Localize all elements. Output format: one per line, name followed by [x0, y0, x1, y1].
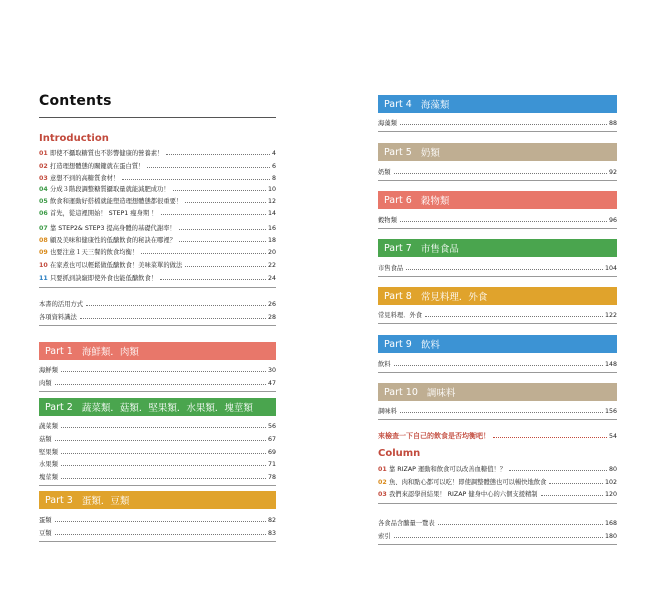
leader-dots: [141, 253, 266, 254]
entry-title: 靠 RIZAP 運動和飲食可以改善血糖值！？: [389, 466, 507, 473]
contents-title: Contents: [39, 93, 112, 109]
entry-title: 肉類: [39, 380, 52, 387]
part-title: 蔬菜類．菇類．堅果類．水果類．塊莖類: [81, 403, 253, 414]
entry-title: 豆類: [39, 530, 52, 537]
part-label: Part 3: [45, 494, 73, 506]
entry-number: 01: [39, 150, 48, 157]
part-title: 常見料理．外食: [420, 292, 488, 303]
entry-title: 靠 STEP2& STEP3 提高身體的基礎代謝率！: [50, 225, 176, 232]
toc-entry[interactable]: [39, 275, 276, 283]
section-divider: [378, 131, 617, 132]
part-label: Part 7: [384, 242, 412, 254]
entry-title: 海藻類: [378, 120, 397, 127]
entry-number: 05: [39, 198, 48, 205]
leader-dots: [394, 173, 607, 174]
section-divider: [39, 287, 276, 288]
entry-title: 飲食和運動好搭檔就能塑造理想體態都很重要！: [50, 198, 183, 205]
part-header-p7[interactable]: [378, 239, 617, 257]
part-label: Part 10: [384, 386, 418, 398]
toc-entry[interactable]: [39, 198, 276, 206]
entry-number: 11: [39, 275, 48, 282]
entry-number: 06: [39, 210, 48, 217]
leader-dots: [161, 214, 266, 215]
part-header-p4[interactable]: [378, 95, 617, 113]
entry-title: 分成３階段調整糖質攝取量就能減肥成功！: [50, 186, 170, 193]
leader-dots: [549, 483, 603, 484]
section-divider: [378, 180, 617, 181]
entry-page: 14: [267, 210, 276, 217]
toc-entry[interactable]: [39, 380, 276, 388]
toc-entry[interactable]: [39, 175, 276, 183]
toc-entry[interactable]: [39, 314, 276, 322]
part-label: Part 8: [384, 290, 412, 302]
entry-title: 蛋類: [39, 517, 52, 524]
entry-title: 塊莖類: [39, 474, 58, 481]
entry-number: 09: [39, 249, 48, 256]
toc-entry[interactable]: [378, 408, 617, 416]
part-header-p8[interactable]: [378, 287, 617, 305]
entry-page: 80: [608, 466, 617, 473]
leader-dots: [160, 279, 266, 280]
leader-dots: [400, 221, 607, 222]
entry-title: 本書的活用方式: [39, 301, 84, 308]
toc-entry[interactable]: [39, 225, 276, 233]
entry-page: 16: [267, 225, 276, 232]
entry-page: 18: [267, 237, 276, 244]
section-divider: [39, 391, 276, 392]
toc-entry[interactable]: [378, 479, 617, 487]
toc-entry[interactable]: [39, 461, 276, 469]
part-label: Part 4: [384, 98, 412, 110]
part-header-p1[interactable]: [39, 342, 276, 360]
toc-entry[interactable]: [378, 217, 617, 225]
entry-page: 47: [267, 380, 276, 387]
entry-number: 02: [39, 163, 48, 170]
part-header-p6[interactable]: [378, 191, 617, 209]
part-title: 蛋類．豆類: [81, 496, 130, 507]
toc-entry[interactable]: [378, 520, 617, 528]
part-header-p5[interactable]: [378, 143, 617, 161]
entry-number: 03: [378, 491, 387, 498]
entry-page: 6: [271, 163, 276, 170]
leader-dots: [55, 521, 266, 522]
entry-title: 蔬菜類: [39, 423, 58, 430]
toc-entry[interactable]: [378, 169, 617, 177]
leader-dots: [86, 305, 266, 306]
leader-dots: [173, 190, 266, 191]
toc-entry[interactable]: [39, 423, 276, 431]
part-label: Part 9: [384, 338, 412, 350]
toc-entry[interactable]: [39, 249, 276, 257]
introduction-heading: Introduction: [39, 133, 109, 144]
entry-page: 67: [267, 436, 276, 443]
entry-page: 92: [608, 169, 617, 176]
section-divider: [378, 419, 617, 420]
leader-dots: [61, 427, 266, 428]
leader-dots: [400, 124, 607, 125]
entry-page: 12: [267, 198, 276, 205]
leader-dots: [61, 478, 266, 479]
entry-number: 04: [39, 186, 48, 193]
toc-entry[interactable]: [39, 237, 276, 245]
leader-dots: [509, 470, 607, 471]
toc-entry[interactable]: [39, 530, 276, 538]
toc-entry[interactable]: [378, 265, 617, 273]
section-divider: [39, 325, 276, 326]
entry-title: 市售食品: [378, 265, 404, 272]
section-divider: [39, 485, 276, 486]
leader-dots: [179, 241, 266, 242]
entry-page: 82: [267, 517, 276, 524]
entry-title: 我們來認學員結果！ RIZAP 健身中心的六個支援精制: [389, 491, 538, 498]
entry-title: 水果類: [39, 461, 58, 468]
toc-entry[interactable]: [39, 186, 276, 194]
check-balance-text: 來檢查一下自己的飲食是否均衡吧！: [378, 432, 490, 440]
part-title: 海鮮類．肉類: [81, 347, 139, 358]
check-balance-row[interactable]: [378, 431, 617, 441]
entry-title: 即使不攝取糖質也不影響健康的營養素！: [50, 150, 164, 157]
part-title: 海藻類: [420, 100, 450, 111]
entry-page: 180: [604, 533, 617, 540]
toc-entry[interactable]: [39, 301, 276, 309]
entry-page: 102: [604, 479, 617, 486]
entry-number: 02: [378, 479, 387, 486]
leader-dots: [147, 167, 270, 168]
entry-page: 104: [604, 265, 617, 272]
entry-title: 各項資料識法: [39, 314, 77, 321]
entry-title: 打造理想體態的關鍵就在蛋白質！: [50, 163, 145, 170]
entry-page: 22: [267, 262, 276, 269]
title-divider: [39, 117, 276, 118]
leader-dots: [425, 316, 603, 317]
toc-entry[interactable]: [378, 361, 617, 369]
toc-entry[interactable]: [39, 517, 276, 525]
entry-title: 索引: [378, 533, 391, 540]
entry-page: 20: [267, 249, 276, 256]
leader-dots: [185, 266, 266, 267]
toc-entry[interactable]: [39, 449, 276, 457]
part-header-p2[interactable]: [39, 398, 276, 416]
entry-title: 各食品含醣量一覽表: [378, 520, 435, 527]
leader-dots: [406, 269, 603, 270]
entry-page: 69: [267, 449, 276, 456]
entry-page: 96: [608, 217, 617, 224]
entry-page: 120: [604, 491, 617, 498]
section-divider: [378, 323, 617, 324]
entry-number: 08: [39, 237, 48, 244]
leader-dots: [61, 465, 266, 466]
leader-dots: [179, 229, 266, 230]
entry-title: 常見料理．外食: [378, 312, 423, 319]
entry-title: 首先，從這裡開始！ STEP1 瘦身期 ！: [50, 210, 158, 217]
entry-page: 24: [267, 275, 276, 282]
leader-dots: [61, 453, 266, 454]
toc-entry[interactable]: [378, 312, 617, 320]
toc-entry[interactable]: [378, 466, 617, 474]
part-label: Part 6: [384, 194, 412, 206]
leader-dots: [394, 365, 603, 366]
leader-dots: [493, 437, 607, 438]
part-title: 穀物類: [420, 196, 450, 207]
check-balance-page: 54: [608, 433, 617, 440]
part-title: 奶類: [420, 148, 440, 159]
entry-title: 菇類: [39, 436, 52, 443]
toc-entry[interactable]: [378, 533, 617, 541]
entry-number: 03: [39, 175, 48, 182]
leader-dots: [122, 179, 270, 180]
leader-dots: [55, 534, 266, 535]
entry-page: 28: [267, 314, 276, 321]
toc-entry[interactable]: [39, 436, 276, 444]
entry-title: 奶類: [378, 169, 391, 176]
toc-entry[interactable]: [378, 491, 617, 499]
entry-page: 71: [267, 461, 276, 468]
leader-dots: [55, 384, 266, 385]
entry-page: 156: [604, 408, 617, 415]
leader-dots: [394, 537, 603, 538]
part-title: 調味料: [426, 388, 456, 399]
column-heading: Column: [378, 448, 421, 459]
toc-entry[interactable]: [39, 163, 276, 171]
toc-entry[interactable]: [39, 262, 276, 270]
leader-dots: [80, 318, 266, 319]
entry-page: 26: [267, 301, 276, 308]
entry-page: 56: [267, 423, 276, 430]
entry-title: 調味料: [378, 408, 397, 415]
toc-entry[interactable]: [39, 150, 276, 158]
entry-title: 穀物類: [378, 217, 397, 224]
part-header-p10[interactable]: [378, 383, 617, 401]
entry-page: 4: [271, 150, 276, 157]
entry-title: 意想不到的高糖質食材！: [50, 175, 120, 182]
toc-entry[interactable]: [39, 367, 276, 375]
toc-entry[interactable]: [39, 210, 276, 218]
section-divider: [378, 228, 617, 229]
entry-number: 01: [378, 466, 387, 473]
entry-title: 飲料: [378, 361, 391, 368]
entry-page: 78: [267, 474, 276, 481]
leader-dots: [61, 371, 266, 372]
entry-page: 83: [267, 530, 276, 537]
part-label: Part 1: [45, 345, 73, 357]
part-label: Part 2: [45, 401, 73, 413]
part-header-p3[interactable]: [39, 491, 276, 509]
section-divider: [378, 276, 617, 277]
entry-number: 07: [39, 225, 48, 232]
entry-page: 10: [267, 186, 276, 193]
entry-title: 在家煮也可以輕鬆做低醣飲食！美味菜單的做法: [50, 262, 183, 269]
leader-dots: [438, 524, 603, 525]
toc-entry[interactable]: [39, 474, 276, 482]
entry-page: 88: [608, 120, 617, 127]
section-divider: [378, 503, 617, 504]
entry-title: 堅果類: [39, 449, 58, 456]
entry-page: 30: [267, 367, 276, 374]
toc-entry[interactable]: [378, 120, 617, 128]
part-header-p9[interactable]: [378, 335, 617, 353]
leader-dots: [166, 154, 270, 155]
part-title: 飲料: [420, 340, 440, 351]
leader-dots: [541, 495, 603, 496]
entry-page: 8: [271, 175, 276, 182]
entry-title: 顧及美味和健康性的低醣飲食的秘訣在哪裡？: [50, 237, 176, 244]
section-divider: [378, 544, 617, 545]
entry-title: 也要注意１天三餐的飲食均衡！: [50, 249, 139, 256]
entry-page: 122: [604, 312, 617, 319]
leader-dots: [400, 412, 603, 413]
entry-page: 148: [604, 361, 617, 368]
entry-title: 海鮮類: [39, 367, 58, 374]
part-label: Part 5: [384, 146, 412, 158]
leader-dots: [55, 440, 266, 441]
section-divider: [39, 541, 276, 542]
section-divider: [378, 372, 617, 373]
part-title: 市售食品: [420, 244, 459, 255]
leader-dots: [185, 202, 266, 203]
entry-title: 只要抓到訣竅即使外食也能低醣飲食！: [50, 275, 158, 282]
entry-number: 10: [39, 262, 48, 269]
entry-title: 魚、肉和點心都可以吃！即使調整體態也可以暢快地飲食: [389, 479, 547, 486]
entry-page: 168: [604, 520, 617, 527]
